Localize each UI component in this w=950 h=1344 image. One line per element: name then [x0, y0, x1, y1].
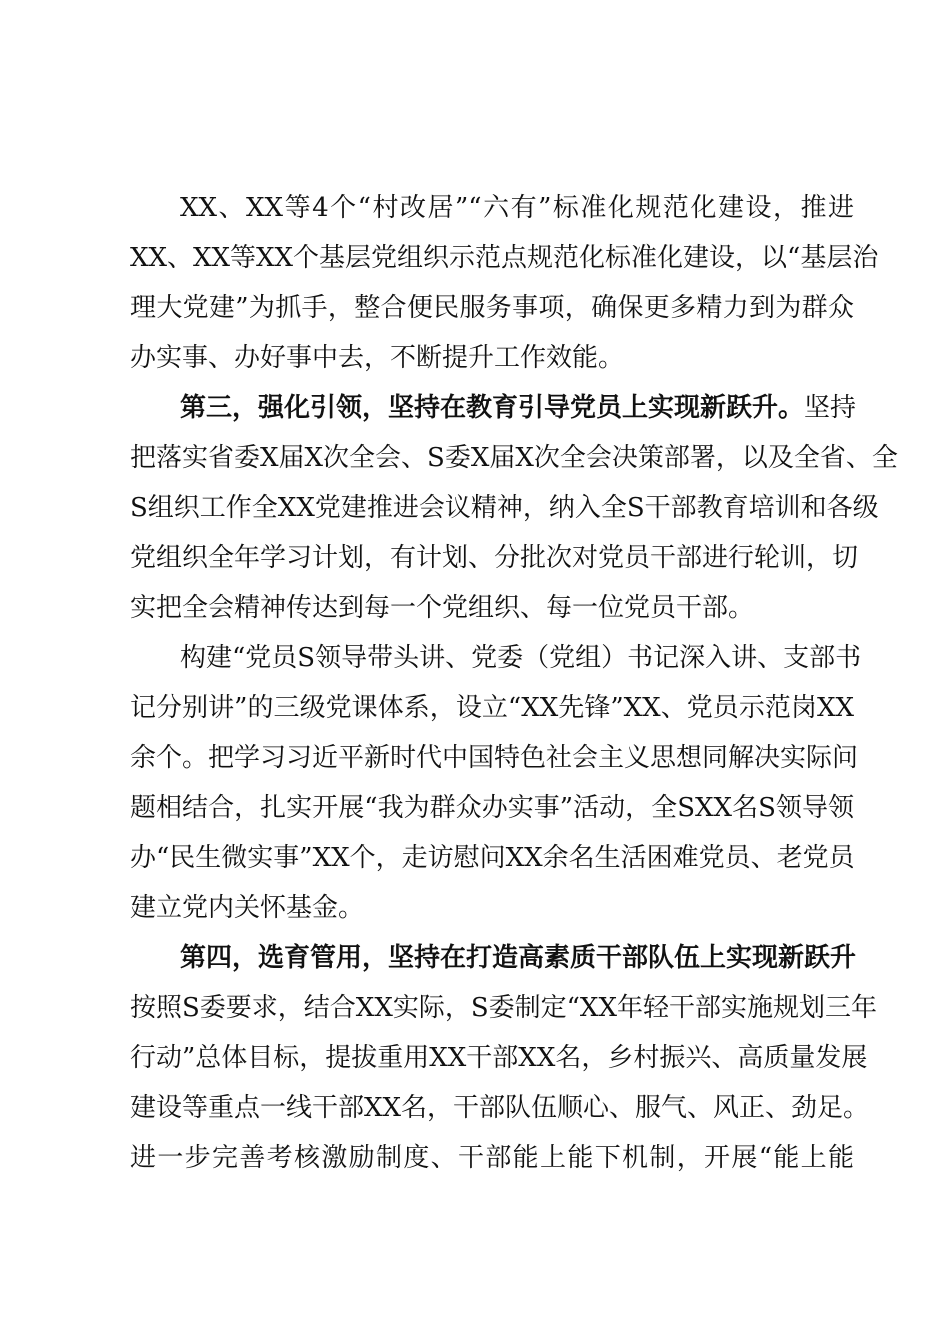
p3-line-2: 记分别讲”的三级党课体系，设立“XX先锋”XX、党员示范岗XX — [130, 693, 854, 723]
p1-line-4: 办实事、办好事中去，不断提升工作效能。 — [130, 343, 625, 373]
p2-line-1 — [180, 384, 857, 432]
p3-line-1: 构建“党员S领导带头讲、党委（党组）书记深入讲、支部书 — [180, 643, 862, 673]
p1-line-2: XX、XX等XX个基层党组织示范点规范化标准化建设，以“基层治 — [130, 243, 879, 273]
p4-line-2: 按照S委要求，结合XX实际，S委制定“XX年轻干部实施规划三年 — [130, 993, 877, 1023]
p4-line-1 — [180, 934, 857, 982]
p4-line-5: 进一步完善考核激励制度、干部能上能下机制，开展“能上能 — [130, 1143, 854, 1173]
p4-line-3: 行动”总体目标，提拔重用XX干部XX名，乡村振兴、高质量发展 — [130, 1043, 868, 1073]
p2-line-5: 实把全会精神传达到每一个党组织、每一位党员干部。 — [130, 593, 755, 623]
p3-line-6: 建立党内关怀基金。 — [130, 893, 365, 923]
section-heading-4: 第四，选育管用，坚持在打造高素质干部队伍上实现新跃升 — [180, 943, 857, 973]
p3-line-4: 题相结合，扎实开展“我为群众办实事”活动，全SXX名S领导领 — [130, 793, 854, 823]
p3-line-5: 办“民生微实事”XX个，走访慰问XX余名生活困难党员、老党员 — [130, 843, 855, 873]
p3-line-3: 余个。把学习习近平新时代中国特色社会主义思想同解决实际问 — [130, 743, 859, 773]
section-heading-3: 第三，强化引领，坚持在教育引导党员上实现新跃升。 — [180, 393, 805, 423]
p2-line-1-rest: 坚持 — [804, 393, 857, 423]
p1-line-3: 理大党建”为抓手，整合便民服务事项，确保更多精力到为群众 — [130, 293, 854, 323]
p2-line-4: 党组织全年学习计划，有计划、分批次对党员干部进行轮训，切 — [130, 543, 859, 573]
p2-line-3: S组织工作全XX党建推进会议精神，纳入全S干部教育培训和各级 — [130, 493, 879, 523]
p4-line-4: 建设等重点一线干部XX名，干部队伍顺心、服气、风正、劲足。 — [130, 1093, 870, 1123]
p2-line-2: 把落实省委X届X次全会、S委X届X次全会决策部署，以及全省、全 — [130, 443, 898, 473]
p1-line-1: XX、XX等4个“村改居”“六有”标准化规范化建设，推进 — [180, 193, 854, 223]
